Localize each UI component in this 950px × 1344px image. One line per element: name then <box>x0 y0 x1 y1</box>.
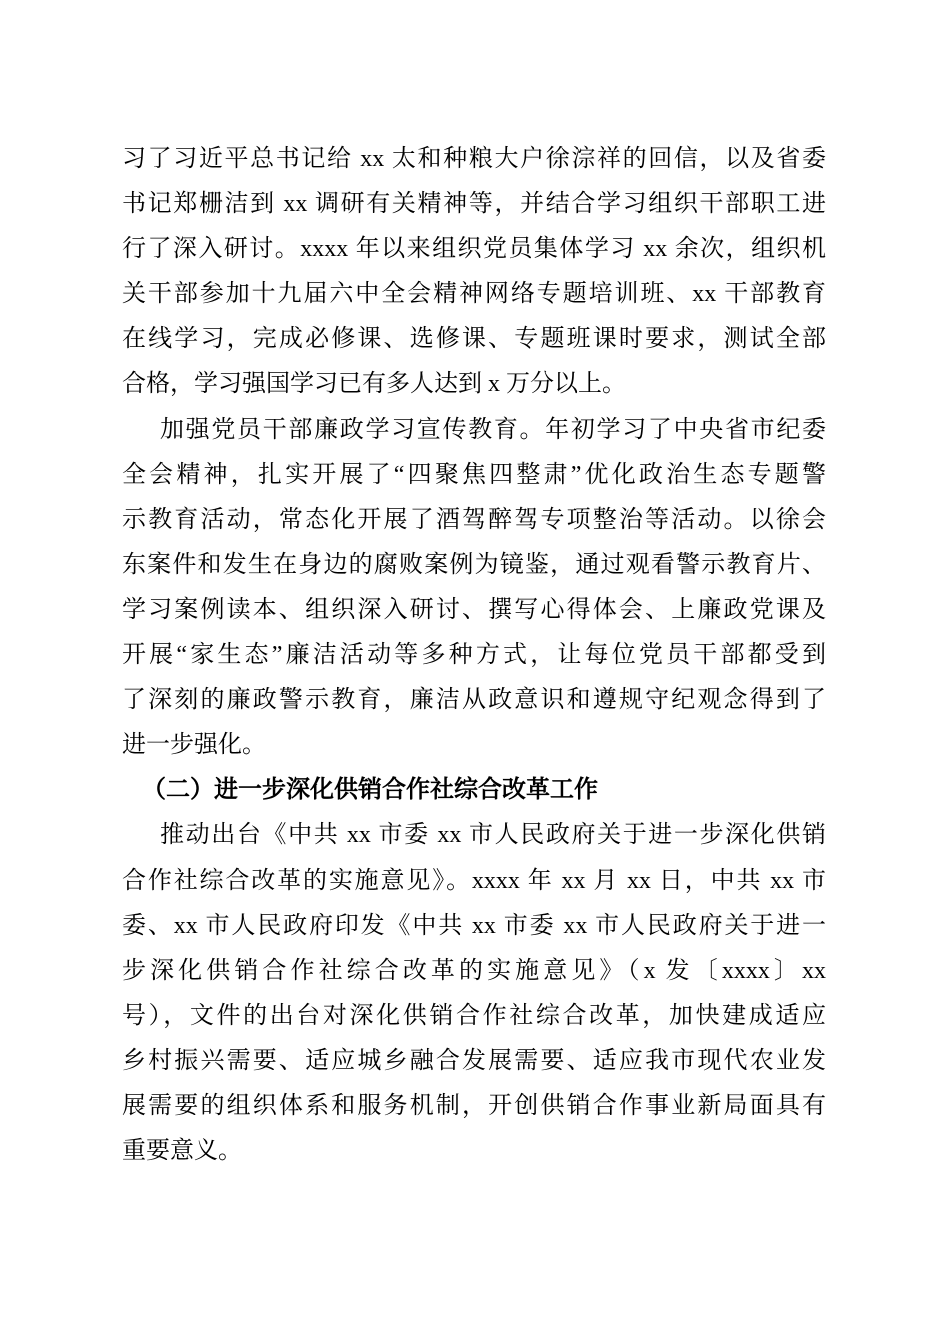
paragraph-2-line: 了深刻的廉政警示教育，廉洁从政意识和遵规守纪观念得到了 <box>122 687 826 714</box>
paragraph-2-line: 全会精神，扎实开展了“四聚焦四整肃”优化政治生态专题警 <box>122 461 826 488</box>
paragraph-3-line: 乡村振兴需要、适应城乡融合发展需要、适应我市现代农业发 <box>122 1047 826 1074</box>
paragraph-3-line: 推动出台《中共 xx 市委 xx 市人民政府关于进一步深化供销 <box>160 822 826 849</box>
paragraph-3-line: 号），文件的出台对深化供销合作社综合改革，加快建成适应 <box>122 1002 826 1029</box>
paragraph-2-line: 加强党员干部廉政学习宣传教育。年初学习了中央省市纪委 <box>160 416 826 443</box>
paragraph-2-line: 进一步强化。 <box>122 732 266 759</box>
section-heading: （二）进一步深化供销合作社综合改革工作 <box>142 777 598 804</box>
paragraph-3-line: 步深化供销合作社综合改革的实施意见》（x 发〔xxxx〕xx <box>122 957 826 984</box>
paragraph-2-line: 东案件和发生在身边的腐败案例为镜鉴，通过观看警示教育片、 <box>122 551 826 578</box>
paragraph-1-line: 关干部参加十九届六中全会精神网络专题培训班、xx 干部教育 <box>122 281 826 308</box>
paragraph-2-line: 开展“家生态”廉洁活动等多种方式，让每位党员干部都受到 <box>122 642 826 669</box>
paragraph-1-line: 行了深入研讨。xxxx 年以来组织党员集体学习 xx 余次，组织机 <box>122 236 826 263</box>
paragraph-1-line: 习了习近平总书记给 xx 太和种粮大户徐淙祥的回信，以及省委 <box>122 146 826 172</box>
paragraph-1-line: 在线学习，完成必修课、选修课、专题班课时要求，测试全部 <box>122 326 826 353</box>
document-body <box>122 137 826 1174</box>
paragraph-3-line: 展需要的组织体系和服务机制，开创供销合作事业新局面具有 <box>122 1092 826 1119</box>
paragraph-1-line: 合格，学习强国学习已有多人达到 x 万分以上。 <box>122 371 626 398</box>
paragraph-2-line: 示教育活动，常态化开展了酒驾醉驾专项整治等活动。以徐会 <box>122 506 826 533</box>
paragraph-3-line: 委、xx 市人民政府印发《中共 xx 市委 xx 市人民政府关于进一 <box>122 912 826 939</box>
paragraph-3-line: 合作社综合改革的实施意见》。xxxx 年 xx 月 xx 日，中共 xx 市 <box>122 867 826 894</box>
paragraph-2-line: 学习案例读本、组织深入研讨、撰写心得体会、上廉政党课及 <box>122 596 826 623</box>
paragraph-1-line: 书记郑栅洁到 xx 调研有关精神等，并结合学习组织干部职工进 <box>122 191 826 218</box>
paragraph-3-line: 重要意义。 <box>122 1138 242 1165</box>
